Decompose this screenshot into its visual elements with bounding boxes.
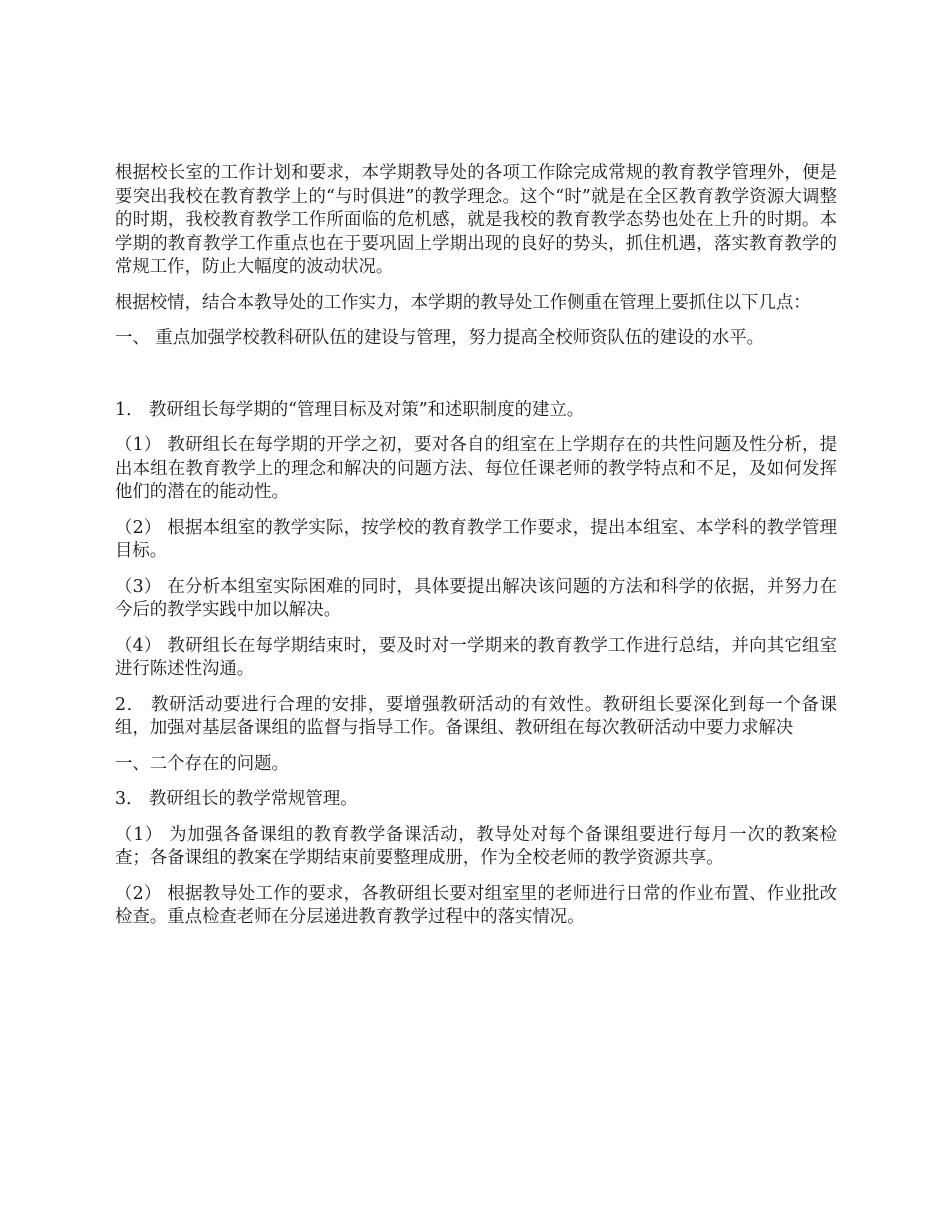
item-1-sub-1: （1） 教研组长在每学期的开学之初，要对各自的组室在上学期存在的共性问题及性分析，提出本组在教育教学上的理念和解决的问题方法、每位任课老师的教学特点和不足，及如何发挥他们的潜在的能动性。 <box>115 435 837 502</box>
focus-paragraph: 根据校情，结合本教导处的工作实力，本学期的教导处工作侧重在管理上要抓住以下几点： <box>115 292 811 313</box>
intro-paragraph: 根据校长室的工作计划和要求，本学期教导处的各项工作除完成常规的教育教学管理外，便是要突出我校在教育教学上的“与时俱进”的教学理念。这个“时”就是在全区教育教学资源大调整的时期，我校教育教学工作所面临的危机感，就是我校的教育教学态势也处在上升的时期。本学期的教育教学工作重点也在于要巩固上学期出现的良好的势头，抓住机遇，落实教育教学的常规工作，防止大幅度的波动状况。 <box>115 163 837 277</box>
item-1-sub-3: （3） 在分析本组室实际困难的同时，具体要提出解决该问题的方法和科学的依据，并努力在今后的教学实践中加以解决。 <box>115 576 837 620</box>
item-2-continuation: 一、二个存在的问题。 <box>115 753 289 774</box>
item-1-sub-2: （2） 根据本组室的教学实际，按学校的教育教学工作要求，提出本组室、本学科的教学管理目标。 <box>115 517 837 561</box>
item-1-sub-4: （4） 教研组长在每学期结束时，要及时对一学期来的教育教学工作进行总结，并向其它组室进行陈述性沟通。 <box>115 635 837 679</box>
section-heading-one: 一、 重点加强学校教科研队伍的建设与管理，努力提高全校师资队伍的建设的水平。 <box>115 328 764 348</box>
item-3-sub-1: （1） 为加强各备课组的教育教学备课活动，教导处对每个备课组要进行每月一次的教案检查；各备课组的教案在学期结束前要整理成册，作为全校老师的教学资源共享。 <box>115 824 837 868</box>
item-2-paragraph: 2． 教研活动要进行合理的安排，要增强教研活动的有效性。教研组长要深化到每一个备课组，加强对基层备课组的监督与指导工作。备课组、教研组在每次教研活动中要力求解决 <box>115 694 837 738</box>
item-3-sub-2: （2） 根据教导处工作的要求，各教研组长要对组室里的老师进行日常的作业布置、作业批改检查。重点检查老师在分层递进教育教学过程中的落实情况。 <box>115 883 837 927</box>
document-body <box>115 162 837 942</box>
item-3-heading: 3． 教研组长的教学常规管理。 <box>115 789 358 809</box>
item-1-heading: 1． 教研组长每学期的“管理目标及对策”和述职制度的建立。 <box>115 399 585 420</box>
